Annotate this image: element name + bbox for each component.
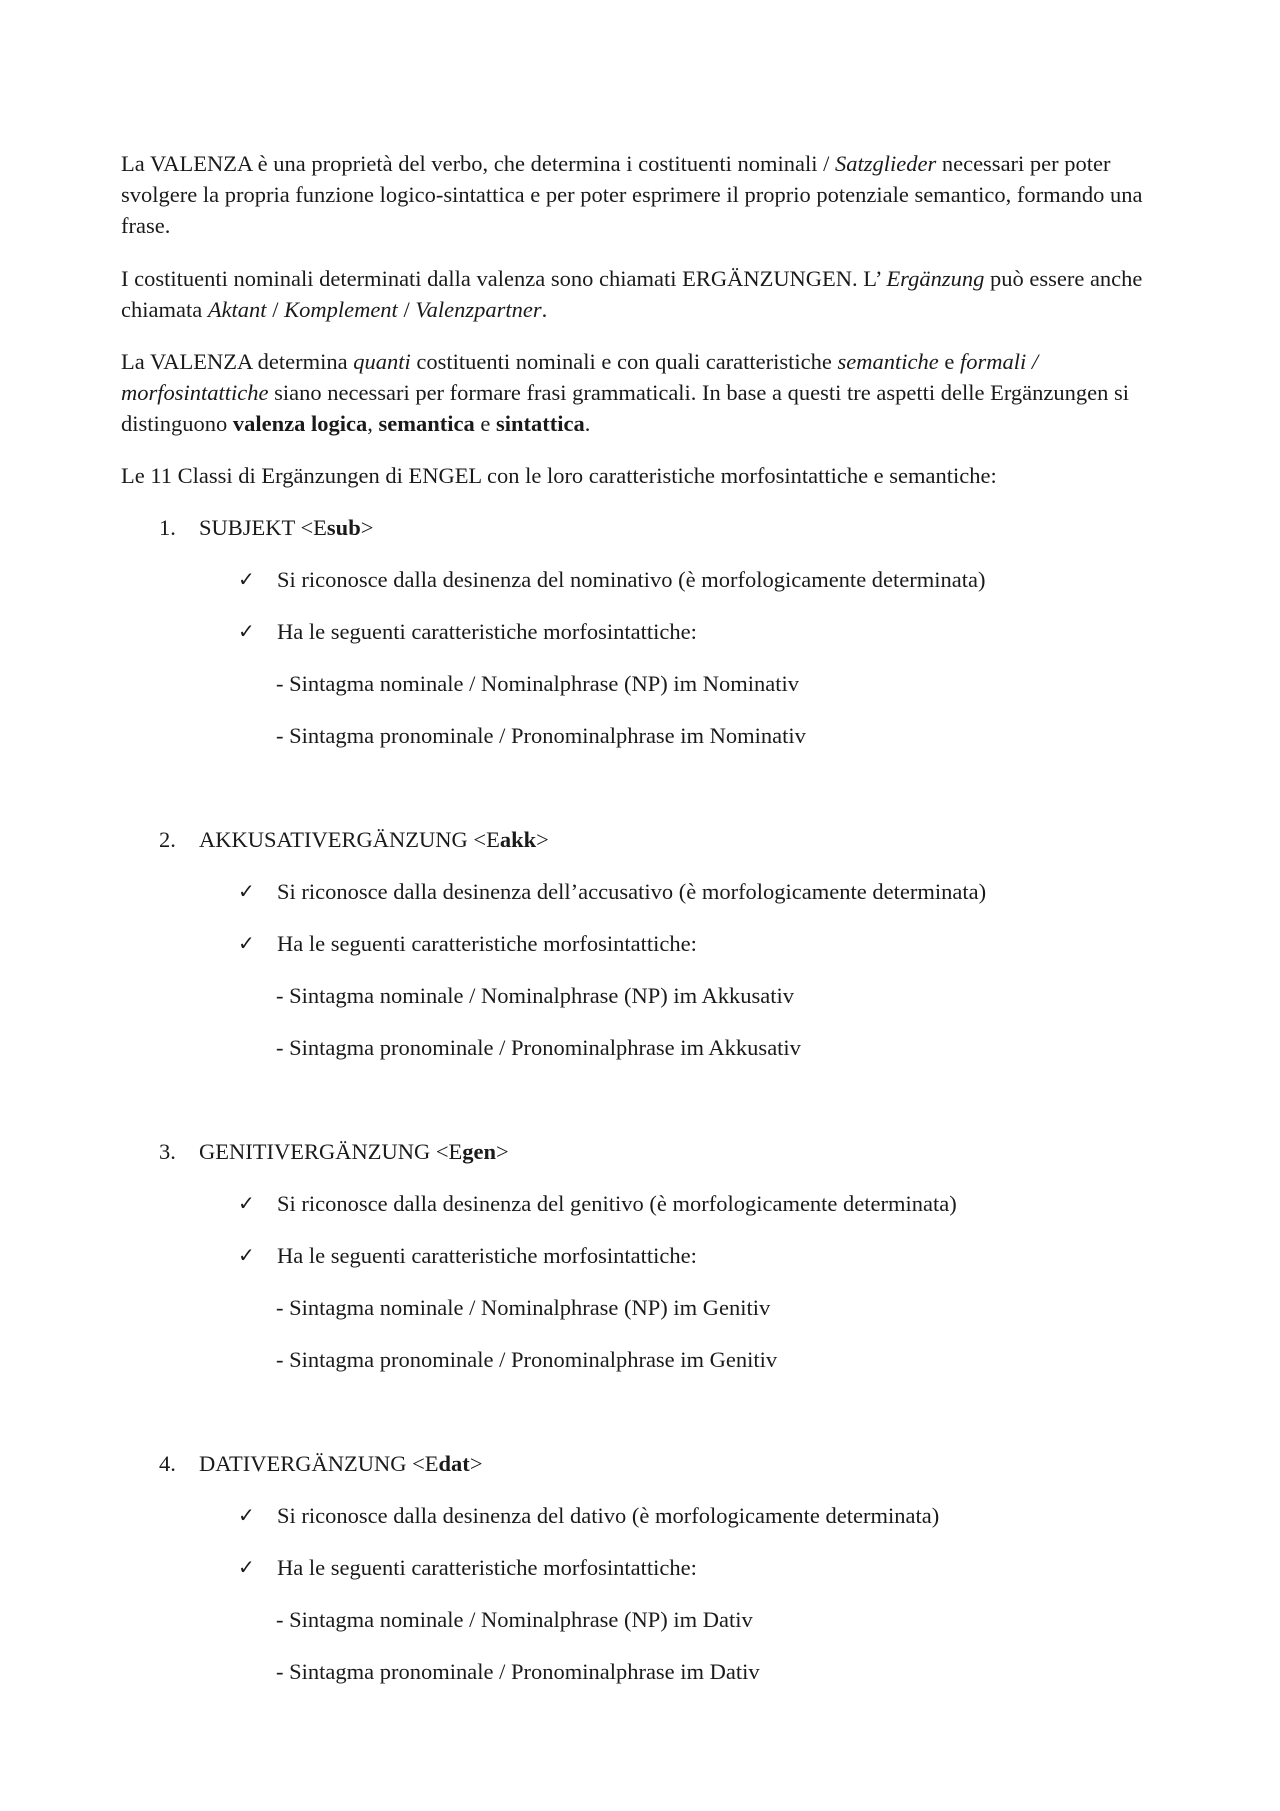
document-body bbox=[121, 148, 1161, 1687]
list-number: 3. bbox=[159, 1139, 176, 1164]
dash-line: - Sintagma pronominale / Pronominalphrase im Genitiv bbox=[276, 1347, 778, 1372]
check-bullet: ✓ Ha le seguenti caratteristiche morfosintattiche: bbox=[238, 616, 1161, 647]
dash-line: - Sintagma pronominale / Pronominalphrase im Dativ bbox=[276, 1659, 760, 1684]
checkmark-icon: ✓ bbox=[238, 619, 255, 643]
term-sintattica: sintattica bbox=[495, 411, 585, 436]
check-bullet: ✓ Si riconosce dalla desinenza del nominativo (è morfologicamente determinata) bbox=[238, 564, 1161, 595]
term-valenza-logica: valenza logica bbox=[232, 411, 368, 436]
dash-line: - Sintagma pronominale / Pronominalphrase im Akkusativ bbox=[276, 1035, 801, 1060]
list-item bbox=[121, 1448, 1161, 1687]
term-satzglieder: Satzglieder bbox=[834, 151, 937, 176]
dash-line: - Sintagma nominale / Nominalphrase (NP) im Dativ bbox=[276, 1607, 753, 1632]
list-item bbox=[121, 824, 1161, 1063]
dash-line: - Sintagma nominale / Nominalphrase (NP) im Akkusativ bbox=[276, 983, 795, 1008]
checkmark-icon: ✓ bbox=[238, 567, 255, 591]
list-item-title: DATIVERGÄNZUNG <Edat> bbox=[199, 1451, 483, 1476]
checkmark-icon: ✓ bbox=[238, 879, 255, 903]
list-item-title: GENITIVERGÄNZUNG <Egen> bbox=[199, 1139, 509, 1164]
term-komplement: Komplement bbox=[284, 297, 398, 322]
term-valenzpartner: Valenzpartner bbox=[415, 297, 542, 322]
list-number: 1. bbox=[159, 515, 176, 540]
term-semantica: semantica bbox=[378, 411, 475, 436]
check-bullet: ✓ Ha le seguenti caratteristiche morfosintattiche: bbox=[238, 1240, 1161, 1271]
list-item-heading bbox=[159, 824, 1161, 855]
checkmark-icon: ✓ bbox=[238, 1191, 255, 1215]
dash-line: - Sintagma nominale / Nominalphrase (NP) im Nominativ bbox=[276, 671, 800, 696]
list-item bbox=[121, 512, 1161, 751]
checkmark-icon: ✓ bbox=[238, 931, 255, 955]
dash-line: - Sintagma nominale / Nominalphrase (NP) im Genitiv bbox=[276, 1295, 771, 1320]
check-bullet: ✓ Ha le seguenti caratteristiche morfosintattiche: bbox=[238, 928, 1161, 959]
list-number: 4. bbox=[159, 1451, 176, 1476]
paragraph-engel-classes: Le 11 Classi di Ergänzungen di ENGEL con le loro caratteristiche morfosintattiche e semantiche: bbox=[121, 463, 997, 488]
term-aktant: Aktant bbox=[207, 297, 267, 322]
term-ergaenzung: Ergänzung bbox=[886, 266, 985, 291]
check-bullet: ✓ Ha le seguenti caratteristiche morfosintattiche: bbox=[238, 1552, 1161, 1583]
paragraph-valenza-definition: La VALENZA è una proprietà del verbo, che determina i costituenti nominali / Satzglieder necessari per poter svolgere la propria funzione logico-sintattica e per poter esprimere il proprio potenziale semantico, formando una frase. bbox=[121, 151, 1143, 238]
list-item-heading bbox=[159, 1136, 1161, 1167]
checkmark-icon: ✓ bbox=[238, 1243, 255, 1267]
check-bullet: ✓ Si riconosce dalla desinenza del genitivo (è morfologicamente determinata) bbox=[238, 1188, 1161, 1219]
check-bullet: ✓ Si riconosce dalla desinenza dell’accusativo (è morfologicamente determinata) bbox=[238, 876, 1161, 907]
list-item-heading bbox=[159, 1448, 1161, 1479]
list-item-heading bbox=[159, 512, 1161, 543]
check-bullet: ✓ Si riconosce dalla desinenza del dativo (è morfologicamente determinata) bbox=[238, 1500, 1161, 1531]
dash-line: - Sintagma pronominale / Pronominalphrase im Nominativ bbox=[276, 723, 806, 748]
list-item bbox=[121, 1136, 1161, 1375]
list-item-title: AKKUSATIVERGÄNZUNG <Eakk> bbox=[199, 827, 549, 852]
paragraph-valenza-types: La VALENZA determina quanti costituenti nominali e con quali caratteristiche semantiche e formali / morfosintattiche siano necessari per formare frasi grammaticali. In base a questi tre aspetti delle Ergänzungen si distinguono valenza logica, semantica e sintattica. bbox=[121, 349, 1129, 436]
list-item-title: SUBJEKT <Esub> bbox=[199, 515, 374, 540]
list-number: 2. bbox=[159, 827, 176, 852]
paragraph-ergaenzungen: I costituenti nominali determinati dalla valenza sono chiamati ERGÄNZUNGEN. L’ Ergänzung può essere anche chiamata Aktant / Komplement / Valenzpartner. bbox=[121, 266, 1143, 322]
checkmark-icon: ✓ bbox=[238, 1503, 255, 1527]
checkmark-icon: ✓ bbox=[238, 1555, 255, 1579]
